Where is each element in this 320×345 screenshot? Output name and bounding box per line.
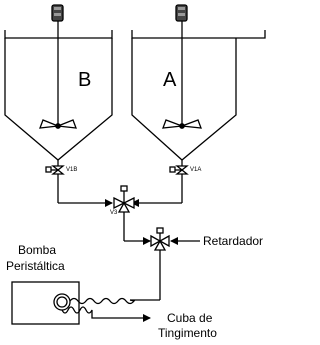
valve-v1a-label: V1A — [190, 167, 202, 173]
peristaltic-pump — [12, 282, 79, 324]
valve-v3[interactable] — [114, 186, 134, 212]
tank-b — [5, 5, 112, 160]
outlet-label-line2: Tingimento — [158, 326, 217, 340]
pump-label-line2: Peristáltica — [6, 259, 65, 273]
tank-a-label: A — [163, 69, 177, 91]
tank-b-label: B — [78, 69, 92, 91]
pump-label-line1: Bomba — [18, 243, 57, 257]
valve-v1b-label: V1B — [66, 167, 78, 173]
retardador-label: Retardador — [203, 234, 264, 248]
valve-v1b[interactable] — [46, 166, 63, 174]
valve-retardador[interactable] — [151, 228, 169, 250]
tank-a — [132, 5, 265, 160]
valve-v1a[interactable] — [170, 166, 187, 174]
outlet-label-line1: Cuba de — [167, 311, 213, 325]
valve-v3-label: V3 — [110, 210, 118, 216]
